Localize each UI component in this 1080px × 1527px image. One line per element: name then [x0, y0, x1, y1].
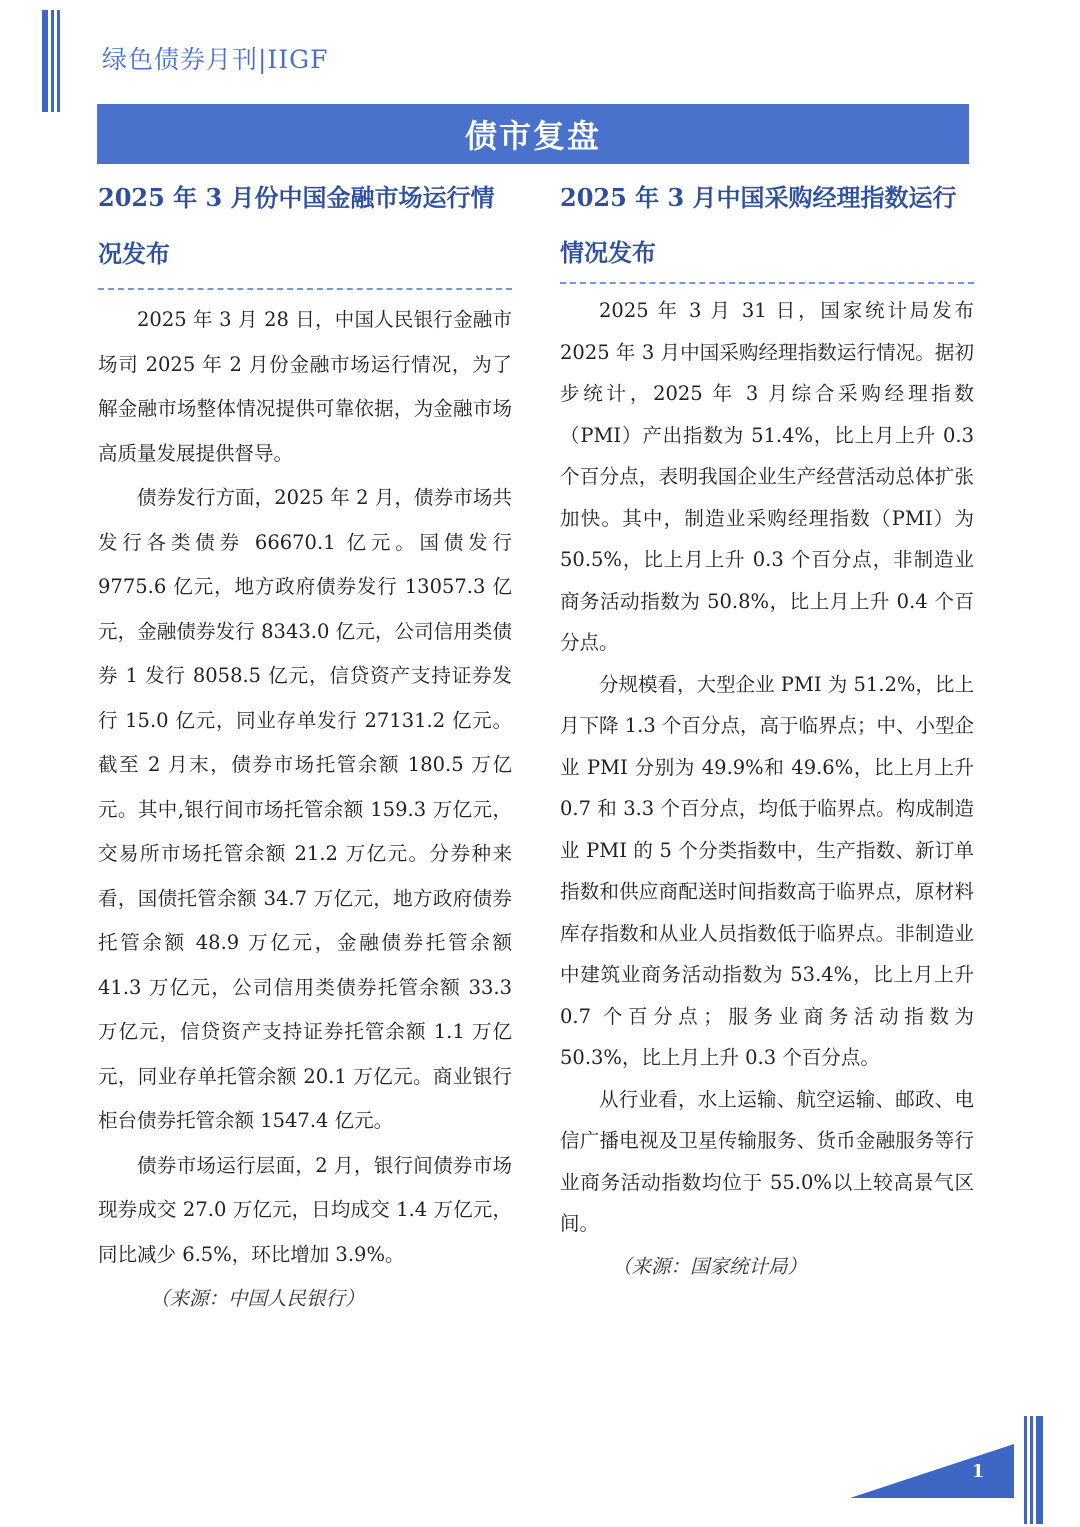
right-source: （来源：国家统计局） [612, 1254, 808, 1278]
page-number: 1 [971, 1461, 985, 1482]
right-article-title: 2025 年 3 月中国采购经理指数运行情况发布 [560, 183, 957, 267]
section-title: 债市复盘 [464, 117, 601, 155]
header-decoration-bars [42, 10, 64, 112]
left-source: （来源：中国人民银行） [150, 1287, 365, 1310]
left-paragraph: 债券发行方面，2025 年 2 月，债券市场共发行各类债券 66670.1 亿元。国债发行 9775.6 亿元，地方政府债券发行 13057.3 亿元，金融债券发行 8343.0 亿元，公司信用类债券 1 发行 8058.5 亿元，信贷资产支持证券发行 15.0 亿元，同业存单发行 27131.2 亿元。截至 2 月末，债券市场托管余额 180.5 万亿元。其中,银行间市场托管余额 159.3 万亿元，交易所市场托管余额 21.2 万亿元。分券种来看，国债托管余额 34.7 万亿元，地方政府债券托管余额 48.9 万亿元，金融债券托管余额 41.3 万亿元，公司信用类债券托管余额 33.3 万亿元，信贷资产支持证券托管余额 1.1 万亿元，同业存单托管余额 20.1 万亿元。商业银行柜台债券托管余额 1547.4 亿元。 [98, 486, 512, 1132]
right-article [560, 170, 974, 1289]
right-paragraph: 分规模看，大型企业 PMI 为 51.2%，比上月下降 1.3 个百分点，高于临界点；中、小型企业 PMI 分别为 49.9%和 49.6%，比上月上升 0.7 和 3.3 个百分点，均低于临界点。构成制造业 PMI 的 5 个分类指数中，生产指数、新订单指数和供应商配送时间指数高于临界点，原材料库存指数和从业人员指数低于临界点。非制造业中建筑业商务活动指数为 53.4%，比上月上升 0.7 个百分点；服务业商务活动指数为 50.3%，比上月上升 0.3 个百分点。 [560, 672, 974, 1069]
right-paragraph: 2025 年 3 月 31 日，国家统计局发布 2025 年 3 月中国采购经理指数运行情况。据初步统计，2025 年 3 月综合采购经理指数（PMI）产出指数为 51.4%，比上月上升 0.3 个百分点，表明我国企业生产经营活动总体扩张加快。其中，制造业采购经理指数（PMI）为 50.5%，比上月上升 0.3 个百分点，非制造业商务活动指数为 50.8%，比上月上升 0.4 个百分点。 [560, 299, 974, 654]
left-paragraph: 债券市场运行层面，2 月，银行间债券市场现券成交 27.0 万亿元，日均成交 1.4 万亿元，同比减少 6.5%，环比增加 3.9%。 [98, 1153, 512, 1266]
right-paragraph: 从行业看，水上运输、航空运输、邮政、电信广播电视及卫星传输服务、货币金融服务等行业商务活动指数均位于 55.0%以上较高景气区间。 [560, 1087, 974, 1235]
page-corner-triangle [850, 1444, 1014, 1498]
left-paragraph: 2025 年 3 月 28 日，中国人民银行金融市场司 2025 年 2 月份金融市场运行情况，为了解金融市场整体情况提供可靠依据，为金融市场高质量发展提供督导。 [98, 308, 512, 465]
journal-title: 绿色债券月刊|IIGF [102, 45, 329, 74]
footer-decoration-bars [1024, 1416, 1044, 1524]
left-article-title: 2025 年 3 月份中国金融市场运行情况发布 [98, 183, 495, 268]
right-title-divider [560, 282, 974, 284]
left-article [98, 170, 512, 1321]
section-banner [97, 104, 969, 164]
left-title-divider [98, 288, 512, 290]
